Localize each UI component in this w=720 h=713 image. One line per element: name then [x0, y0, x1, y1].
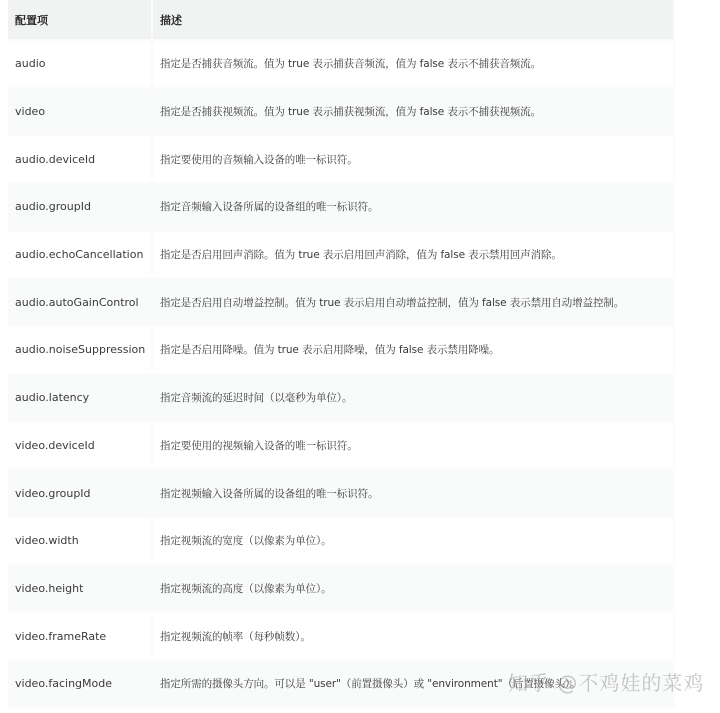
- description-cell: 指定所需的摄像头方向。可以是 "user"（前置摄像头）或 "environment"（后置摄像头）。: [153, 661, 675, 709]
- option-cell: video: [8, 89, 153, 137]
- option-cell: audio.autoGainControl: [8, 279, 153, 327]
- table-row: [8, 279, 675, 327]
- description-cell: 指定是否启用降噪。值为 true 表示启用降噪，值为 false 表示禁用降噪。: [153, 327, 675, 375]
- table-row: [8, 89, 675, 137]
- description-cell: 指定视频流的高度（以像素为单位）。: [153, 566, 675, 614]
- table-row: [8, 470, 675, 518]
- option-cell: audio: [8, 41, 153, 89]
- option-cell: audio.noiseSuppression: [8, 327, 153, 375]
- option-cell: audio.latency: [8, 375, 153, 423]
- description-cell: 指定音频流的延迟时间（以毫秒为单位）。: [153, 375, 675, 423]
- option-cell: video.facingMode: [8, 661, 153, 709]
- description-cell: 指定是否捕获视频流。值为 true 表示捕获视频流，值为 false 表示不捕获视频流。: [153, 89, 675, 137]
- description-cell: 指定音频输入设备所属的设备组的唯一标识符。: [153, 184, 675, 232]
- header-description: 描述: [153, 0, 675, 41]
- option-cell: video.height: [8, 566, 153, 614]
- option-cell: video.width: [8, 518, 153, 566]
- description-cell: 指定视频输入设备所属的设备组的唯一标识符。: [153, 470, 675, 518]
- table-row: [8, 232, 675, 280]
- table-row: [8, 661, 675, 709]
- description-cell: 指定是否捕获音频流。值为 true 表示捕获音频流，值为 false 表示不捕获音频流。: [153, 41, 675, 89]
- option-cell: video.groupId: [8, 470, 153, 518]
- table-row: [8, 375, 675, 423]
- table-row: [8, 566, 675, 614]
- option-cell: video.deviceId: [8, 423, 153, 471]
- table-row: [8, 136, 675, 184]
- option-cell: audio.echoCancellation: [8, 232, 153, 280]
- option-cell: video.frameRate: [8, 613, 153, 661]
- description-cell: 指定视频流的宽度（以像素为单位）。: [153, 518, 675, 566]
- description-cell: 指定视频流的帧率（每秒帧数）。: [153, 613, 675, 661]
- table-row: [8, 184, 675, 232]
- description-cell: 指定要使用的视频输入设备的唯一标识符。: [153, 423, 675, 471]
- description-cell: 指定是否启用回声消除。值为 true 表示启用回声消除，值为 false 表示禁用回声消除。: [153, 232, 675, 280]
- description-cell: 指定要使用的音频输入设备的唯一标识符。: [153, 136, 675, 184]
- table-row: [8, 41, 675, 89]
- table-header-row: [8, 0, 675, 41]
- option-cell: audio.deviceId: [8, 136, 153, 184]
- table-row: [8, 613, 675, 661]
- config-table: [8, 0, 675, 709]
- description-cell: 指定是否启用自动增益控制。值为 true 表示启用自动增益控制，值为 false 表示禁用自动增益控制。: [153, 279, 675, 327]
- header-option: 配置项: [8, 0, 153, 41]
- table-row: [8, 518, 675, 566]
- zhihu-watermark: 知乎 @不鸡娃的菜鸡: [508, 671, 705, 695]
- option-cell: audio.groupId: [8, 184, 153, 232]
- table-row: [8, 423, 675, 471]
- table-row: [8, 327, 675, 375]
